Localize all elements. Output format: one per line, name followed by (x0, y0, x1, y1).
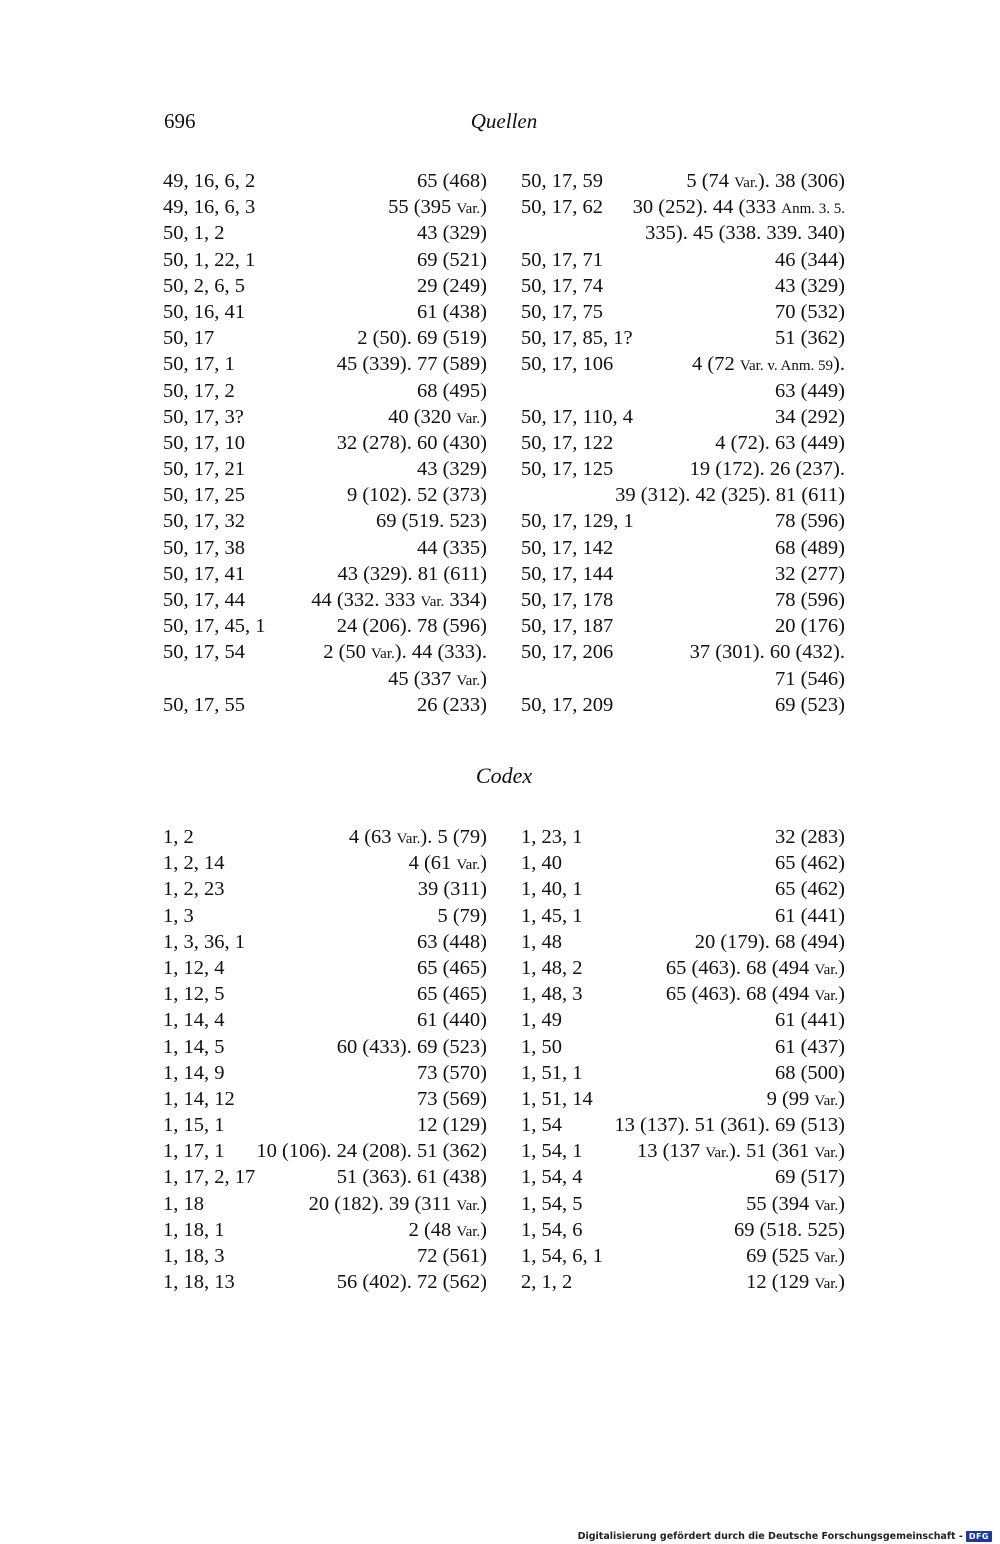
index-row (521, 1269, 845, 1295)
index-reference: 1, 48 (521, 930, 562, 953)
index-reference: 50, 17, 32 (163, 510, 245, 533)
index-row (163, 535, 487, 561)
index-reference: 1, 51, 1 (521, 1061, 583, 1084)
index-row (163, 1007, 487, 1033)
index-locations: 24 (206). 78 (596) (336, 615, 487, 638)
index-locations: 65 (465) (416, 956, 487, 979)
index-locations: 65 (465) (416, 983, 487, 1006)
index-row (521, 247, 845, 273)
index-reference: 1, 54 (521, 1114, 562, 1137)
index-locations: 4 (72). 63 (449) (715, 431, 845, 454)
index-reference: 1, 23, 1 (521, 826, 583, 848)
index-reference: 50, 17, 85, 1? (521, 327, 633, 350)
index-locations: 20 (182). 39 (311 Var.) (308, 1192, 487, 1215)
index-row (521, 1112, 845, 1138)
index-row (521, 482, 845, 508)
index-row (521, 325, 845, 351)
index-row (521, 508, 845, 534)
index-locations: 68 (489) (774, 536, 845, 559)
index-locations: 9 (102). 52 (373) (346, 484, 487, 507)
index-locations: 44 (335) (416, 536, 487, 559)
index-reference: 1, 3 (163, 904, 194, 927)
index-reference: 50, 17, 54 (163, 641, 245, 664)
index-locations: 13 (137 Var.). 51 (361 Var.) (636, 1140, 845, 1163)
index-reference: 50, 17, 62 (521, 196, 603, 219)
index-row (521, 955, 845, 981)
index-reference: 50, 17, 142 (521, 536, 614, 559)
index-locations: 69 (523) (774, 693, 845, 716)
dfg-logo: DFG (966, 1531, 992, 1542)
index-row (163, 850, 487, 876)
index-row (163, 404, 487, 430)
index-locations: 65 (468) (416, 170, 487, 192)
index-locations: 56 (402). 72 (562) (336, 1271, 487, 1294)
index-row (521, 1086, 845, 1112)
index-locations: 45 (339). 77 (589) (336, 353, 487, 376)
index-locations: 55 (394 Var.) (746, 1192, 845, 1215)
index-row (521, 981, 845, 1007)
index-reference: 50, 17, 187 (521, 615, 614, 638)
index-row (521, 1217, 845, 1243)
index-locations: 61 (440) (416, 1009, 487, 1032)
index-reference: 1, 18 (163, 1192, 204, 1215)
index-row (521, 404, 845, 430)
index-row (521, 666, 845, 692)
index-row (521, 168, 845, 194)
index-locations: 12 (129 Var.) (746, 1271, 845, 1294)
index-locations: 13 (137). 51 (361). 69 (513) (614, 1114, 845, 1137)
index-reference: 50, 17, 45, 1 (163, 615, 266, 638)
index-locations: 32 (278). 60 (430) (336, 431, 487, 454)
index-locations: 43 (329) (774, 274, 845, 297)
index-row (521, 194, 845, 220)
index-locations: 39 (311) (417, 878, 487, 901)
index-locations: 68 (500) (774, 1061, 845, 1084)
index-reference: 1, 49 (521, 1009, 562, 1032)
index-row (521, 824, 845, 850)
index-locations: 12 (129) (416, 1114, 487, 1137)
index-reference: 1, 54, 1 (521, 1140, 583, 1163)
index-row (521, 1243, 845, 1269)
index-row (163, 1269, 487, 1295)
index-reference: 1, 12, 5 (163, 983, 225, 1006)
index-locations: 44 (332. 333 Var. 334) (311, 589, 487, 611)
index-row (163, 351, 487, 377)
index-reference: 50, 17, 10 (163, 431, 245, 454)
codex-right-column (521, 824, 845, 1295)
index-row (163, 824, 487, 850)
index-locations: 19 (172). 26 (237). (689, 458, 845, 481)
index-reference: 50, 17, 75 (521, 300, 603, 323)
index-row (163, 482, 487, 508)
index-locations: 2 (48 Var.) (408, 1218, 487, 1241)
index-locations: 26 (233) (416, 693, 487, 716)
index-row (163, 1243, 487, 1269)
index-reference: 1, 17, 1 (163, 1140, 225, 1163)
index-row (163, 508, 487, 534)
index-reference: 1, 17, 2, 17 (163, 1166, 256, 1189)
index-row (521, 639, 845, 665)
index-locations: 2 (50). 69 (519) (357, 327, 487, 350)
index-reference: 49, 16, 6, 2 (163, 170, 256, 192)
index-locations: 73 (570) (416, 1061, 487, 1084)
index-reference: 1, 2, 14 (163, 852, 225, 875)
index-locations: 32 (283) (774, 826, 845, 848)
index-row (163, 325, 487, 351)
index-row (521, 1138, 845, 1164)
index-row (163, 981, 487, 1007)
index-reference: 50, 17, 206 (521, 641, 614, 664)
index-row (163, 1191, 487, 1217)
index-reference: 1, 3, 36, 1 (163, 930, 245, 953)
index-locations: 43 (329) (416, 458, 487, 481)
index-row (163, 876, 487, 902)
footer-text: Digitalisierung gefördert durch die Deutsche Forschungsgemeinschaft - (577, 1531, 963, 1542)
index-row (163, 430, 487, 456)
index-reference: 1, 14, 4 (163, 1009, 225, 1032)
index-reference: 1, 14, 12 (163, 1087, 235, 1110)
index-reference: 1, 2, 23 (163, 878, 225, 901)
index-row (163, 194, 487, 220)
index-row (521, 1164, 845, 1190)
index-row (521, 1007, 845, 1033)
index-reference: 49, 16, 6, 3 (163, 196, 256, 219)
running-head: Quellen (470, 109, 538, 133)
codex-section-heading: Codex (475, 763, 533, 788)
index-row (521, 903, 845, 929)
index-locations: 34 (292) (774, 405, 845, 428)
index-locations: 51 (363). 61 (438) (336, 1166, 487, 1189)
index-row (163, 247, 487, 273)
index-locations: 4 (63 Var.). 5 (79) (348, 826, 487, 848)
index-row (521, 876, 845, 902)
index-row (521, 273, 845, 299)
index-locations: 70 (532) (774, 300, 845, 323)
index-reference: 50, 1, 22, 1 (163, 248, 256, 271)
index-reference: 1, 12, 4 (163, 956, 225, 979)
index-row (163, 1086, 487, 1112)
index-reference: 1, 15, 1 (163, 1114, 225, 1137)
index-locations: 40 (320 Var.) (388, 405, 487, 428)
index-locations: 9 (99 Var.) (766, 1087, 845, 1110)
index-row (163, 1060, 487, 1086)
index-reference: 50, 2, 6, 5 (163, 274, 245, 297)
index-row (521, 561, 845, 587)
index-locations: 61 (437) (774, 1035, 845, 1058)
index-reference: 50, 17 (163, 327, 215, 350)
digesta-left-column (163, 168, 487, 718)
index-locations: 69 (518. 525) (733, 1218, 845, 1241)
index-reference: 1, 40 (521, 852, 562, 875)
index-locations: 65 (463). 68 (494 Var.) (665, 956, 845, 979)
index-row (163, 1164, 487, 1190)
index-locations: 20 (176) (774, 615, 845, 638)
index-reference: 50, 17, 74 (521, 274, 603, 297)
index-locations: 2 (50 Var.). 44 (333). (323, 641, 487, 664)
index-reference: 2, 1, 2 (521, 1271, 573, 1294)
index-row (163, 378, 487, 404)
index-reference: 50, 17, 25 (163, 484, 245, 507)
index-locations: 69 (517) (774, 1166, 845, 1189)
page-number: 696 (164, 109, 196, 133)
index-row (521, 613, 845, 639)
index-row (163, 692, 487, 718)
index-locations: 32 (277) (774, 562, 845, 585)
index-row (521, 456, 845, 482)
index-row (521, 587, 845, 613)
index-locations: 10 (106). 24 (208). 51 (362) (256, 1140, 487, 1163)
codex-left-column (163, 824, 487, 1295)
index-reference: 50, 17, 44 (163, 589, 245, 611)
index-locations: 45 (337 Var.) (388, 667, 487, 690)
index-row (163, 1034, 487, 1060)
index-reference: 1, 14, 9 (163, 1061, 225, 1084)
index-reference: 1, 18, 13 (163, 1271, 235, 1294)
index-locations: 65 (462) (774, 878, 845, 901)
index-locations: 55 (395 Var.) (388, 196, 487, 219)
index-locations: 69 (525 Var.) (746, 1245, 845, 1267)
index-row (163, 168, 487, 194)
index-row (521, 1034, 845, 1060)
index-locations: 4 (72 Var. v. Anm. 59). (692, 353, 845, 376)
index-locations: 69 (521) (416, 248, 487, 271)
index-row (521, 929, 845, 955)
index-row (521, 1191, 845, 1217)
index-locations: 65 (463). 68 (494 Var.) (665, 983, 845, 1006)
index-locations: 61 (441) (774, 1009, 845, 1032)
index-reference: 1, 18, 1 (163, 1218, 225, 1241)
index-reference: 1, 51, 14 (521, 1087, 593, 1110)
index-locations: 73 (569) (416, 1087, 487, 1110)
index-reference: 1, 54, 6 (521, 1218, 583, 1241)
index-row (163, 220, 487, 246)
index-row (521, 430, 845, 456)
index-locations: 39 (312). 42 (325). 81 (611) (615, 484, 845, 507)
index-reference: 1, 48, 3 (521, 983, 583, 1006)
index-reference: 50, 17, 129, 1 (521, 510, 634, 533)
index-locations: 37 (301). 60 (432). (689, 641, 845, 664)
index-reference: 50, 17, 55 (163, 693, 245, 716)
index-reference: 1, 54, 6, 1 (521, 1245, 603, 1267)
index-row (163, 299, 487, 325)
index-row (163, 1138, 487, 1164)
index-row (163, 955, 487, 981)
index-reference: 50, 17, 106 (521, 353, 614, 376)
index-reference: 1, 14, 5 (163, 1035, 225, 1058)
index-locations: 78 (596) (774, 589, 845, 611)
index-locations: 60 (433). 69 (523) (336, 1035, 487, 1058)
index-locations: 51 (362) (774, 327, 845, 350)
index-row (163, 929, 487, 955)
index-locations: 61 (441) (774, 904, 845, 927)
index-reference: 50, 17, 1 (163, 353, 235, 376)
index-row (521, 299, 845, 325)
index-row (163, 273, 487, 299)
index-reference: 50, 17, 38 (163, 536, 245, 559)
index-locations: 71 (546) (774, 667, 845, 690)
index-locations: 4 (61 Var.) (408, 852, 487, 875)
index-reference: 50, 17, 41 (163, 562, 245, 585)
index-row (521, 220, 845, 246)
index-row (521, 692, 845, 718)
index-locations: 43 (329). 81 (611) (337, 562, 487, 585)
index-row (163, 903, 487, 929)
index-locations: 78 (596) (774, 510, 845, 533)
index-reference: 50, 1, 2 (163, 222, 225, 245)
index-reference: 1, 45, 1 (521, 904, 583, 927)
index-row (163, 613, 487, 639)
index-locations: 65 (462) (774, 852, 845, 875)
index-locations: 68 (495) (416, 379, 487, 402)
index-locations: 335). 45 (338. 339. 340) (645, 222, 845, 245)
index-reference: 50, 16, 41 (163, 300, 245, 323)
index-reference: 50, 17, 110, 4 (521, 405, 633, 428)
index-locations: 63 (449) (774, 379, 845, 402)
index-reference: 1, 18, 3 (163, 1245, 225, 1267)
index-row (163, 587, 487, 613)
index-row (521, 351, 845, 377)
index-reference: 1, 48, 2 (521, 956, 583, 979)
index-row (163, 639, 487, 665)
index-reference: 50, 17, 144 (521, 562, 614, 585)
index-row (521, 535, 845, 561)
index-locations: 5 (79) (437, 904, 487, 927)
index-reference: 1, 54, 5 (521, 1192, 583, 1215)
index-locations: 43 (329) (416, 222, 487, 245)
index-row (163, 1217, 487, 1243)
index-row (163, 1112, 487, 1138)
index-reference: 50, 17, 178 (521, 589, 614, 611)
index-reference: 50, 17, 122 (521, 431, 614, 454)
index-reference: 1, 40, 1 (521, 878, 583, 901)
index-locations: 69 (519. 523) (375, 510, 487, 533)
index-locations: 20 (179). 68 (494) (694, 930, 845, 953)
index-reference: 50, 17, 71 (521, 248, 603, 271)
index-row (521, 378, 845, 404)
index-reference: 50, 17, 209 (521, 693, 614, 716)
index-locations: 63 (448) (416, 930, 487, 953)
index-row (163, 666, 487, 692)
index-reference: 1, 50 (521, 1035, 562, 1058)
index-reference: 1, 2 (163, 826, 194, 848)
index-row (163, 456, 487, 482)
index-reference: 50, 17, 59 (521, 170, 603, 192)
index-locations: 72 (561) (416, 1245, 487, 1267)
index-locations: 46 (344) (774, 248, 845, 271)
index-reference: 50, 17, 125 (521, 458, 614, 481)
index-locations: 29 (249) (416, 274, 487, 297)
index-reference: 50, 17, 2 (163, 379, 235, 402)
footer-credit (578, 1531, 992, 1542)
index-row (521, 850, 845, 876)
index-reference: 50, 17, 21 (163, 458, 245, 481)
index-locations: 61 (438) (416, 300, 487, 323)
index-reference: 50, 17, 3? (163, 405, 244, 428)
index-row (163, 561, 487, 587)
digesta-right-column (521, 168, 845, 718)
index-locations: 5 (74 Var.). 38 (306) (686, 170, 845, 192)
index-locations: 30 (252). 44 (333 Anm. 3. 5. (632, 196, 845, 219)
index-row (521, 1060, 845, 1086)
index-reference: 1, 54, 4 (521, 1166, 583, 1189)
